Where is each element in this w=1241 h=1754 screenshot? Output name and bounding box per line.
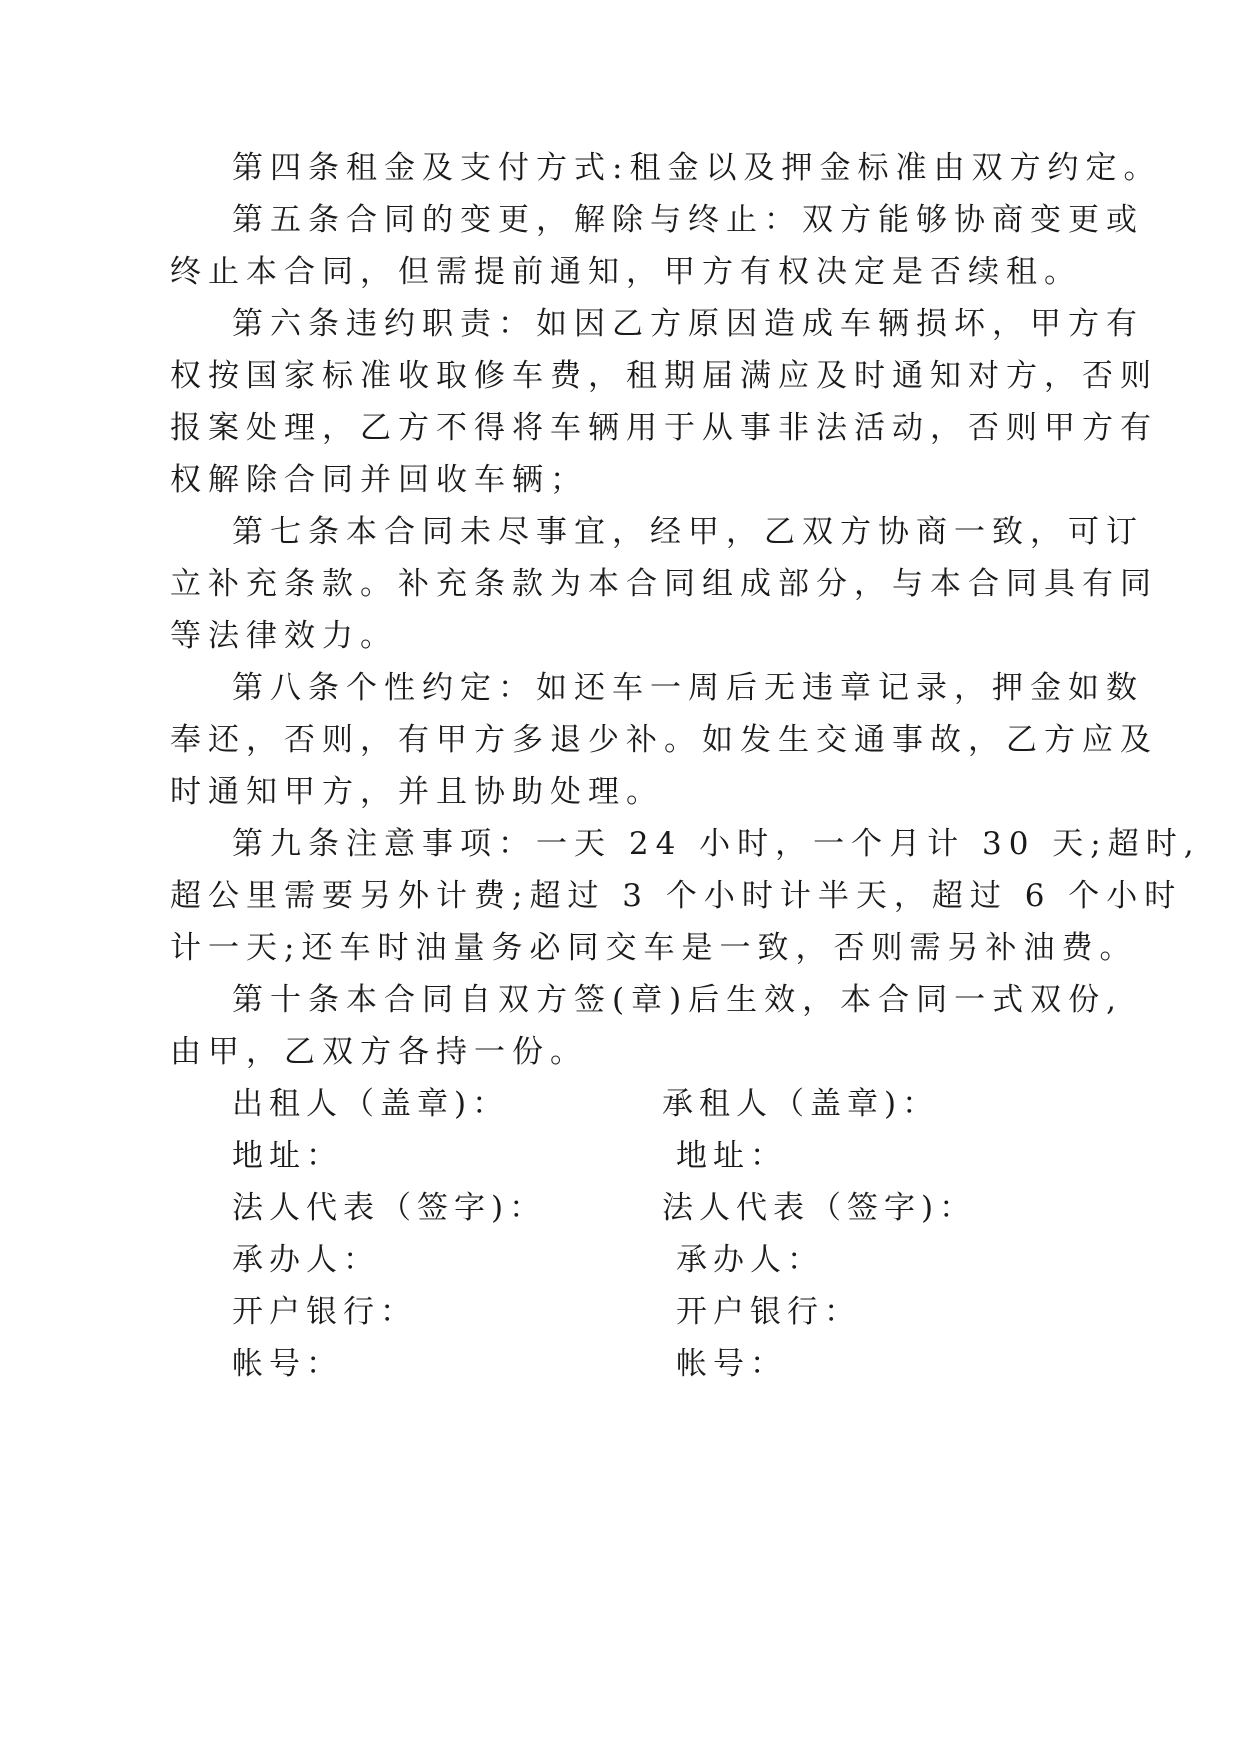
clause-5-line-1: 第五条合同的变更，解除与终止：双方能够协商变更或	[232, 202, 1144, 238]
lessee-handler-label: 承办人：	[676, 1242, 824, 1278]
clause-7-line-1: 第七条本合同未尽事宜，经甲，乙双方协商一致，可订	[232, 514, 1144, 550]
lessor-account-label: 帐号：	[232, 1346, 343, 1382]
lessee-address-label: 地址：	[676, 1138, 787, 1174]
lessor-party-label: 出租人（盖章)：	[232, 1086, 510, 1122]
lessor-bank-label: 开户银行：	[232, 1294, 417, 1330]
lessor-handler-label: 承办人：	[232, 1242, 380, 1278]
clause-6-line-3: 报案处理，乙方不得将车辆用于从事非法活动，否则甲方有	[170, 410, 1158, 446]
clause-4-line-1: 第四条租金及支付方式:租金以及押金标准由双方约定。	[232, 150, 1162, 186]
lessee-bank-label: 开户银行：	[676, 1294, 861, 1330]
lessee-legal-rep-label: 法人代表（签字)：	[662, 1190, 977, 1226]
lessor-legal-rep-label: 法人代表（签字)：	[232, 1190, 547, 1226]
clause-7-line-3: 等法律效力。	[170, 618, 398, 654]
clause-9-line-3: 计一天;还车时油量务必同交车是一致，否则需另补油费。	[170, 930, 1138, 966]
clause-8-line-2: 奉还，否则，有甲方多退少补。如发生交通事故，乙方应及	[170, 722, 1158, 758]
clause-10-line-2: 由甲，乙双方各持一份。	[170, 1034, 588, 1070]
lessee-party-label: 承租人（盖章)：	[662, 1086, 940, 1122]
clause-9-line-2: 超公里需要另外计费;超过 3 个小时计半天，超过 6 个小时	[170, 878, 1183, 914]
clause-8-line-3: 时通知甲方，并且协助处理。	[170, 774, 664, 810]
lessee-account-label: 帐号：	[676, 1346, 787, 1382]
clause-10-line-1: 第十条本合同自双方签(章)后生效，本合同一式双份,	[232, 982, 1124, 1018]
clause-7-line-2: 立补充条款。补充条款为本合同组成部分，与本合同具有同	[170, 566, 1158, 602]
clause-6-line-4: 权解除合同并回收车辆；	[170, 462, 588, 498]
clause-9-line-1: 第九条注意事项：一天 24 小时，一个月计 30 天;超时,	[232, 826, 1201, 862]
clause-6-line-2: 权按国家标准收取修车费，租期届满应及时通知对方，否则	[170, 358, 1158, 394]
lessor-address-label: 地址：	[232, 1138, 343, 1174]
clause-6-line-1: 第六条违约职责：如因乙方原因造成车辆损坏，甲方有	[232, 306, 1144, 342]
clause-5-line-2: 终止本合同，但需提前通知，甲方有权决定是否续租。	[170, 254, 1082, 290]
clause-8-line-1: 第八条个性约定：如还车一周后无违章记录，押金如数	[232, 670, 1144, 706]
